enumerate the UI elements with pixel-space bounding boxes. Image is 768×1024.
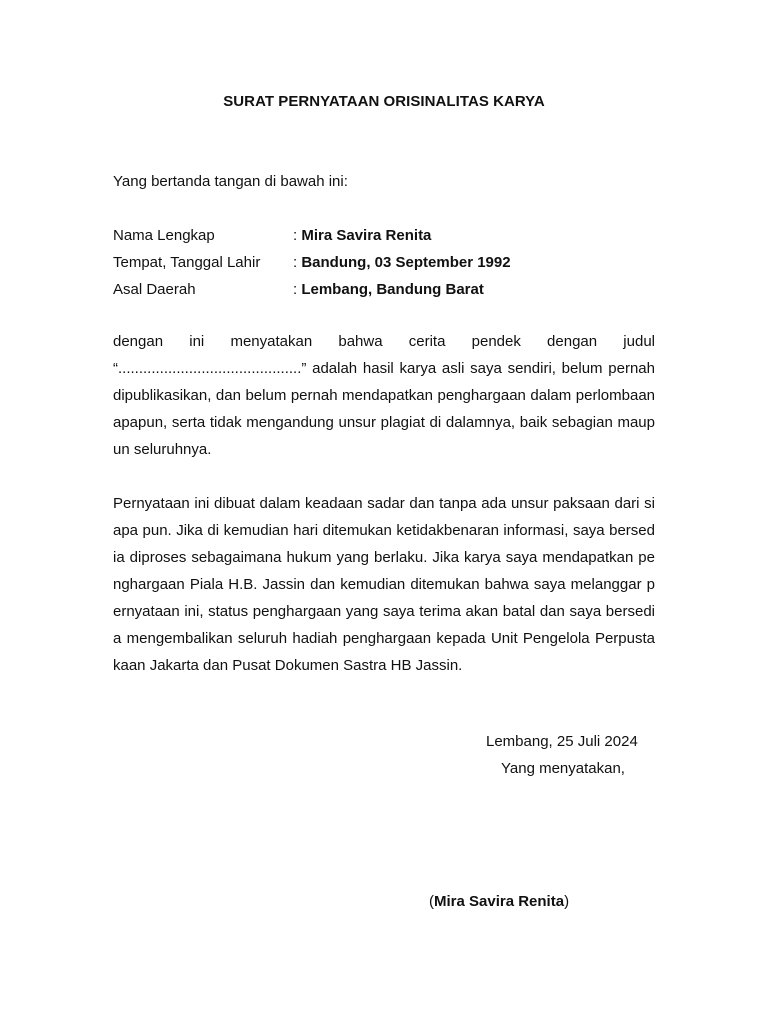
document-title: SURAT PERNYATAAN ORISINALITAS KARYA <box>223 93 545 110</box>
field-separator: : <box>293 254 302 271</box>
paragraph-line: apa pun. Jika di kemudian hari ditemukan ketidakbenaran informasi, saya bersed <box>113 522 655 539</box>
paragraph-line: nghargaan Piala H.B. Jassin dan kemudian ditemukan bahwa saya melanggar p <box>113 576 655 593</box>
paragraph-line: ia diproses sebagaimana hukum yang berlaku. Jika karya saya mendapatkan pe <box>113 549 655 566</box>
field-label: Asal Daerah <box>113 281 196 298</box>
field-separator: : <box>293 281 302 298</box>
statement-paragraph-1 <box>113 328 655 463</box>
field-value-origin-region: Lembang, Bandung Barat <box>301 281 484 298</box>
paragraph-line: ernyataan ini, status penghargaan yang saya terima akan batal dan saya bersedi <box>113 603 655 620</box>
field-row-origin-region <box>113 281 511 308</box>
field-label: Tempat, Tanggal Lahir <box>113 254 261 271</box>
signature-paren-open: ( <box>429 893 434 910</box>
signature-name: Mira Savira Renita <box>434 893 565 910</box>
field-separator: : <box>293 227 302 244</box>
field-label: Nama Lengkap <box>113 227 215 244</box>
paragraph-line: apapun, serta tidak mengandung unsur plagiat di dalamnya, baik sebagian maup <box>113 414 655 431</box>
paragraph-line: “............................................” adalah hasil karya asli saya sendiri, belum pernah <box>113 360 655 377</box>
identity-fields <box>113 227 511 308</box>
field-row-full-name <box>113 227 511 254</box>
paragraph-line: kaan Jakarta dan Pusat Dokumen Sastra HB Jassin. <box>113 657 463 674</box>
field-value-full-name: Mira Savira Renita <box>301 227 432 244</box>
closing-text: Yang menyatakan, <box>501 760 625 777</box>
paragraph-line: Pernyataan ini dibuat dalam keadaan sadar dan tanpa ada unsur paksaan dari si <box>113 495 655 512</box>
paragraph-line: a mengembalikan seluruh hadiah penghargaan kepada Unit Pengelola Perpusta <box>113 630 655 647</box>
paragraph-line: dipublikasikan, dan belum pernah mendapatkan penghargaan dalam perlombaan <box>113 387 655 404</box>
intro-text: Yang bertanda tangan di bawah ini: <box>113 173 348 190</box>
paragraph-line: dengan ini menyatakan bahwa cerita pendek dengan judul <box>113 333 655 350</box>
place-date: Lembang, 25 Juli 2024 <box>486 733 638 750</box>
paragraph-line: un seluruhnya. <box>113 441 212 458</box>
statement-paragraph-2 <box>113 490 655 679</box>
signature-paren-close: ) <box>564 893 570 910</box>
field-row-birth-place-date <box>113 254 511 281</box>
field-value-birth-place-date: Bandung, 03 September 1992 <box>301 254 511 271</box>
signature-block <box>429 893 569 910</box>
